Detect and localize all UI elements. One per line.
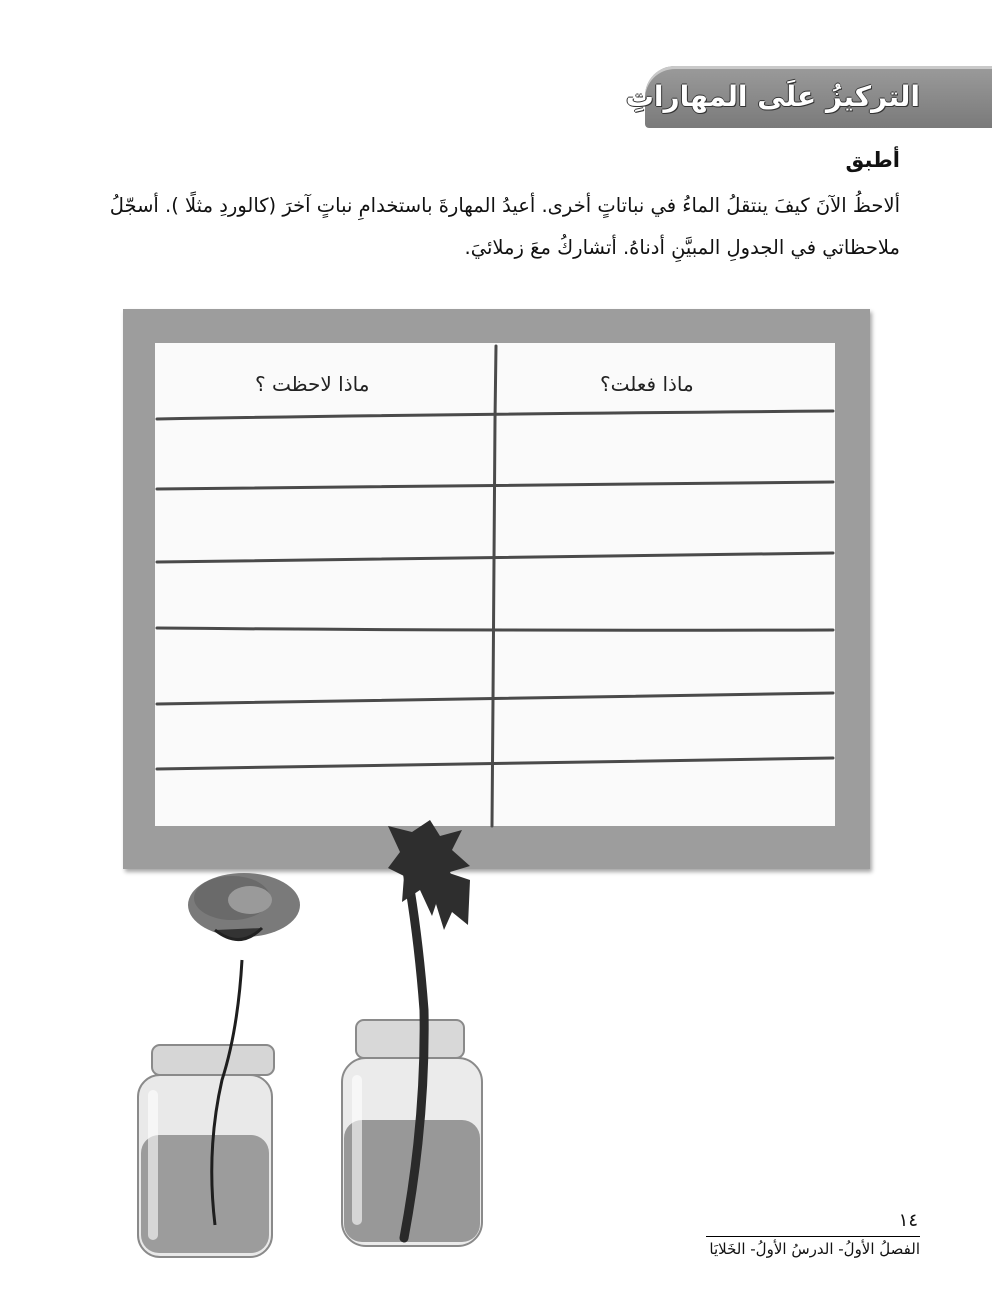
footer-chapter-text: الفصلُ الأولُ- الدرسُ الأولُ- الخَلايَا xyxy=(709,1240,920,1258)
banner-title: التركيزُ علَى المهاراتِ xyxy=(625,80,920,113)
table-header-what-i-did: ماذا فعلت؟ xyxy=(600,372,694,396)
page-number: ١٤ xyxy=(898,1210,918,1231)
instructions-paragraph: ألاحظُ الآنَ كيفَ ينتقلُ الماءُ في نباتاتٍ أخرى. أعيدُ المهارةَ باستخدامِ نباتٍ آخرَ (كالوردِ مثلًا ). أسجّلُ ملاحظاتي في الجدولِ المبيَّنِ أدناهُ. أتشاركُ معَ زملائيَ. xyxy=(109,194,900,259)
left-jar xyxy=(138,1045,274,1257)
section-heading: أطبق xyxy=(845,148,900,172)
table-header-what-i-observed: ماذا لاحظت ؟ xyxy=(255,372,370,396)
celery-leaves xyxy=(388,820,470,930)
rose-flower xyxy=(188,873,300,940)
footer-divider xyxy=(706,1236,920,1237)
